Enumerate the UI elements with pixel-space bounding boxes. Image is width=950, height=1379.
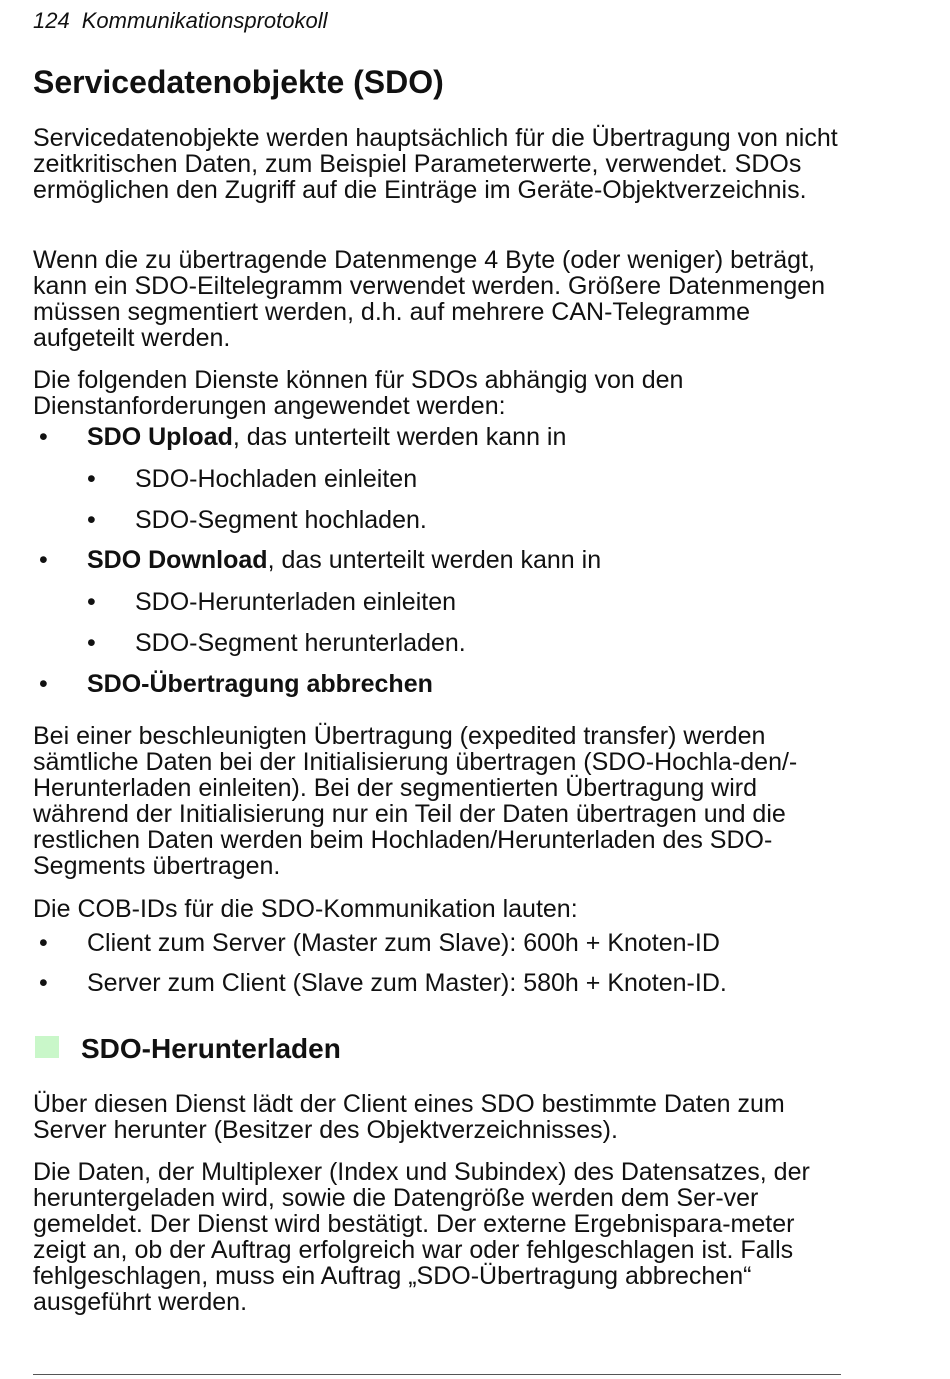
page-number: 124 bbox=[33, 8, 70, 33]
sub-list-item-label: SDO-Segment hochladen. bbox=[135, 506, 427, 534]
bullet-icon: • bbox=[39, 929, 48, 957]
bullet-icon: • bbox=[87, 506, 96, 534]
bullet-icon: • bbox=[39, 670, 48, 698]
footer-divider bbox=[33, 1374, 841, 1375]
paragraph-download-details: Die Daten, der Multiplexer (Index und Subindex) des Datensatzes, der heruntergeladen wird, sowie die Datengröße werden dem Ser-ver gemeldet. Der Dienst wird bestätigt. Der externe Ergebnispara-meter zeigt an, ob der Auftrag erfolgreich war oder fehlgeschlagen ist. Falls fehlgeschlagen, muss ein Auftrag „SDO-Übertragung abbrechen“ ausgeführt werden. bbox=[33, 1158, 810, 1316]
paragraph-cob-ids: Die COB-IDs für die SDO-Kommunikation lauten: bbox=[33, 895, 578, 923]
page-header bbox=[33, 8, 328, 34]
sub-list-item-label: SDO-Segment herunterladen. bbox=[135, 629, 466, 657]
bullet-icon: • bbox=[87, 465, 96, 493]
subsection-heading bbox=[33, 1030, 733, 1070]
paragraph-download-intro: Über diesen Dienst lädt der Client eines SDO bestimmte Daten zum Server herunter (Besitzer des Objektverzeichnisses). bbox=[33, 1090, 785, 1144]
running-section-title: Kommunikationsprotokoll bbox=[81, 8, 328, 33]
service-description: , das unterteilt werden kann in bbox=[232, 423, 567, 451]
paragraph-datasize: Wenn die zu übertragende Datenmenge 4 Byte (oder weniger) beträgt, kann ein SDO-Eiltelegramm verwendet werden. Größere Datenmengen müssen segmentiert werden, d.h. auf mehrere CAN-Telegramme aufgeteilt werden. bbox=[33, 246, 826, 352]
bullet-icon: • bbox=[39, 546, 48, 574]
bullet-icon: • bbox=[39, 423, 48, 451]
paragraph-services-intro: Die folgenden Dienste können für SDOs abhängig von den Dienstanforderungen angewendet werden: bbox=[33, 366, 684, 420]
bullet-icon: • bbox=[39, 969, 48, 997]
service-name: SDO Download bbox=[87, 546, 268, 574]
cob-id-label: Server zum Client (Slave zum Master): 580h + Knoten-ID. bbox=[87, 969, 727, 997]
page-title: Servicedatenobjekte (SDO) bbox=[33, 64, 444, 100]
service-name: SDO-Übertragung abbrechen bbox=[87, 670, 433, 698]
service-name: SDO Upload bbox=[87, 423, 233, 451]
paragraph-intro: Servicedatenobjekte werden hauptsächlich für die Übertragung von nicht zeitkritischen Daten, zum Beispiel Parameterwerte, verwendet. SDOs ermöglichen den Zugriff auf die Einträge im Geräte-Objektverzeichnis. bbox=[33, 124, 838, 204]
cob-id-label: Client zum Server (Master zum Slave): 600h + Knoten-ID bbox=[87, 929, 720, 957]
subsection-title: SDO-Herunterladen bbox=[81, 1033, 341, 1064]
paragraph-expedited-transfer: Bei einer beschleunigten Übertragung (expedited transfer) werden sämtliche Daten bei der Initialisierung übertragen (SDO-Hochla-den/-Herunterladen einleiten). Bei der segmentierten Übertragung wird während der Initialisierung nur ein Teil der Daten übertragen und die restlichen Daten werden beim Hochladen/Herunterladen des SDO-Segments übertragen. bbox=[33, 722, 798, 880]
bullet-icon: • bbox=[87, 588, 96, 616]
sub-list-item-label: SDO-Hochladen einleiten bbox=[135, 465, 418, 493]
service-description: , das unterteilt werden kann in bbox=[267, 546, 602, 574]
bullet-icon: • bbox=[87, 629, 96, 657]
sub-list-item-label: SDO-Herunterladen einleiten bbox=[135, 588, 457, 616]
section-marker-icon bbox=[35, 1036, 59, 1058]
